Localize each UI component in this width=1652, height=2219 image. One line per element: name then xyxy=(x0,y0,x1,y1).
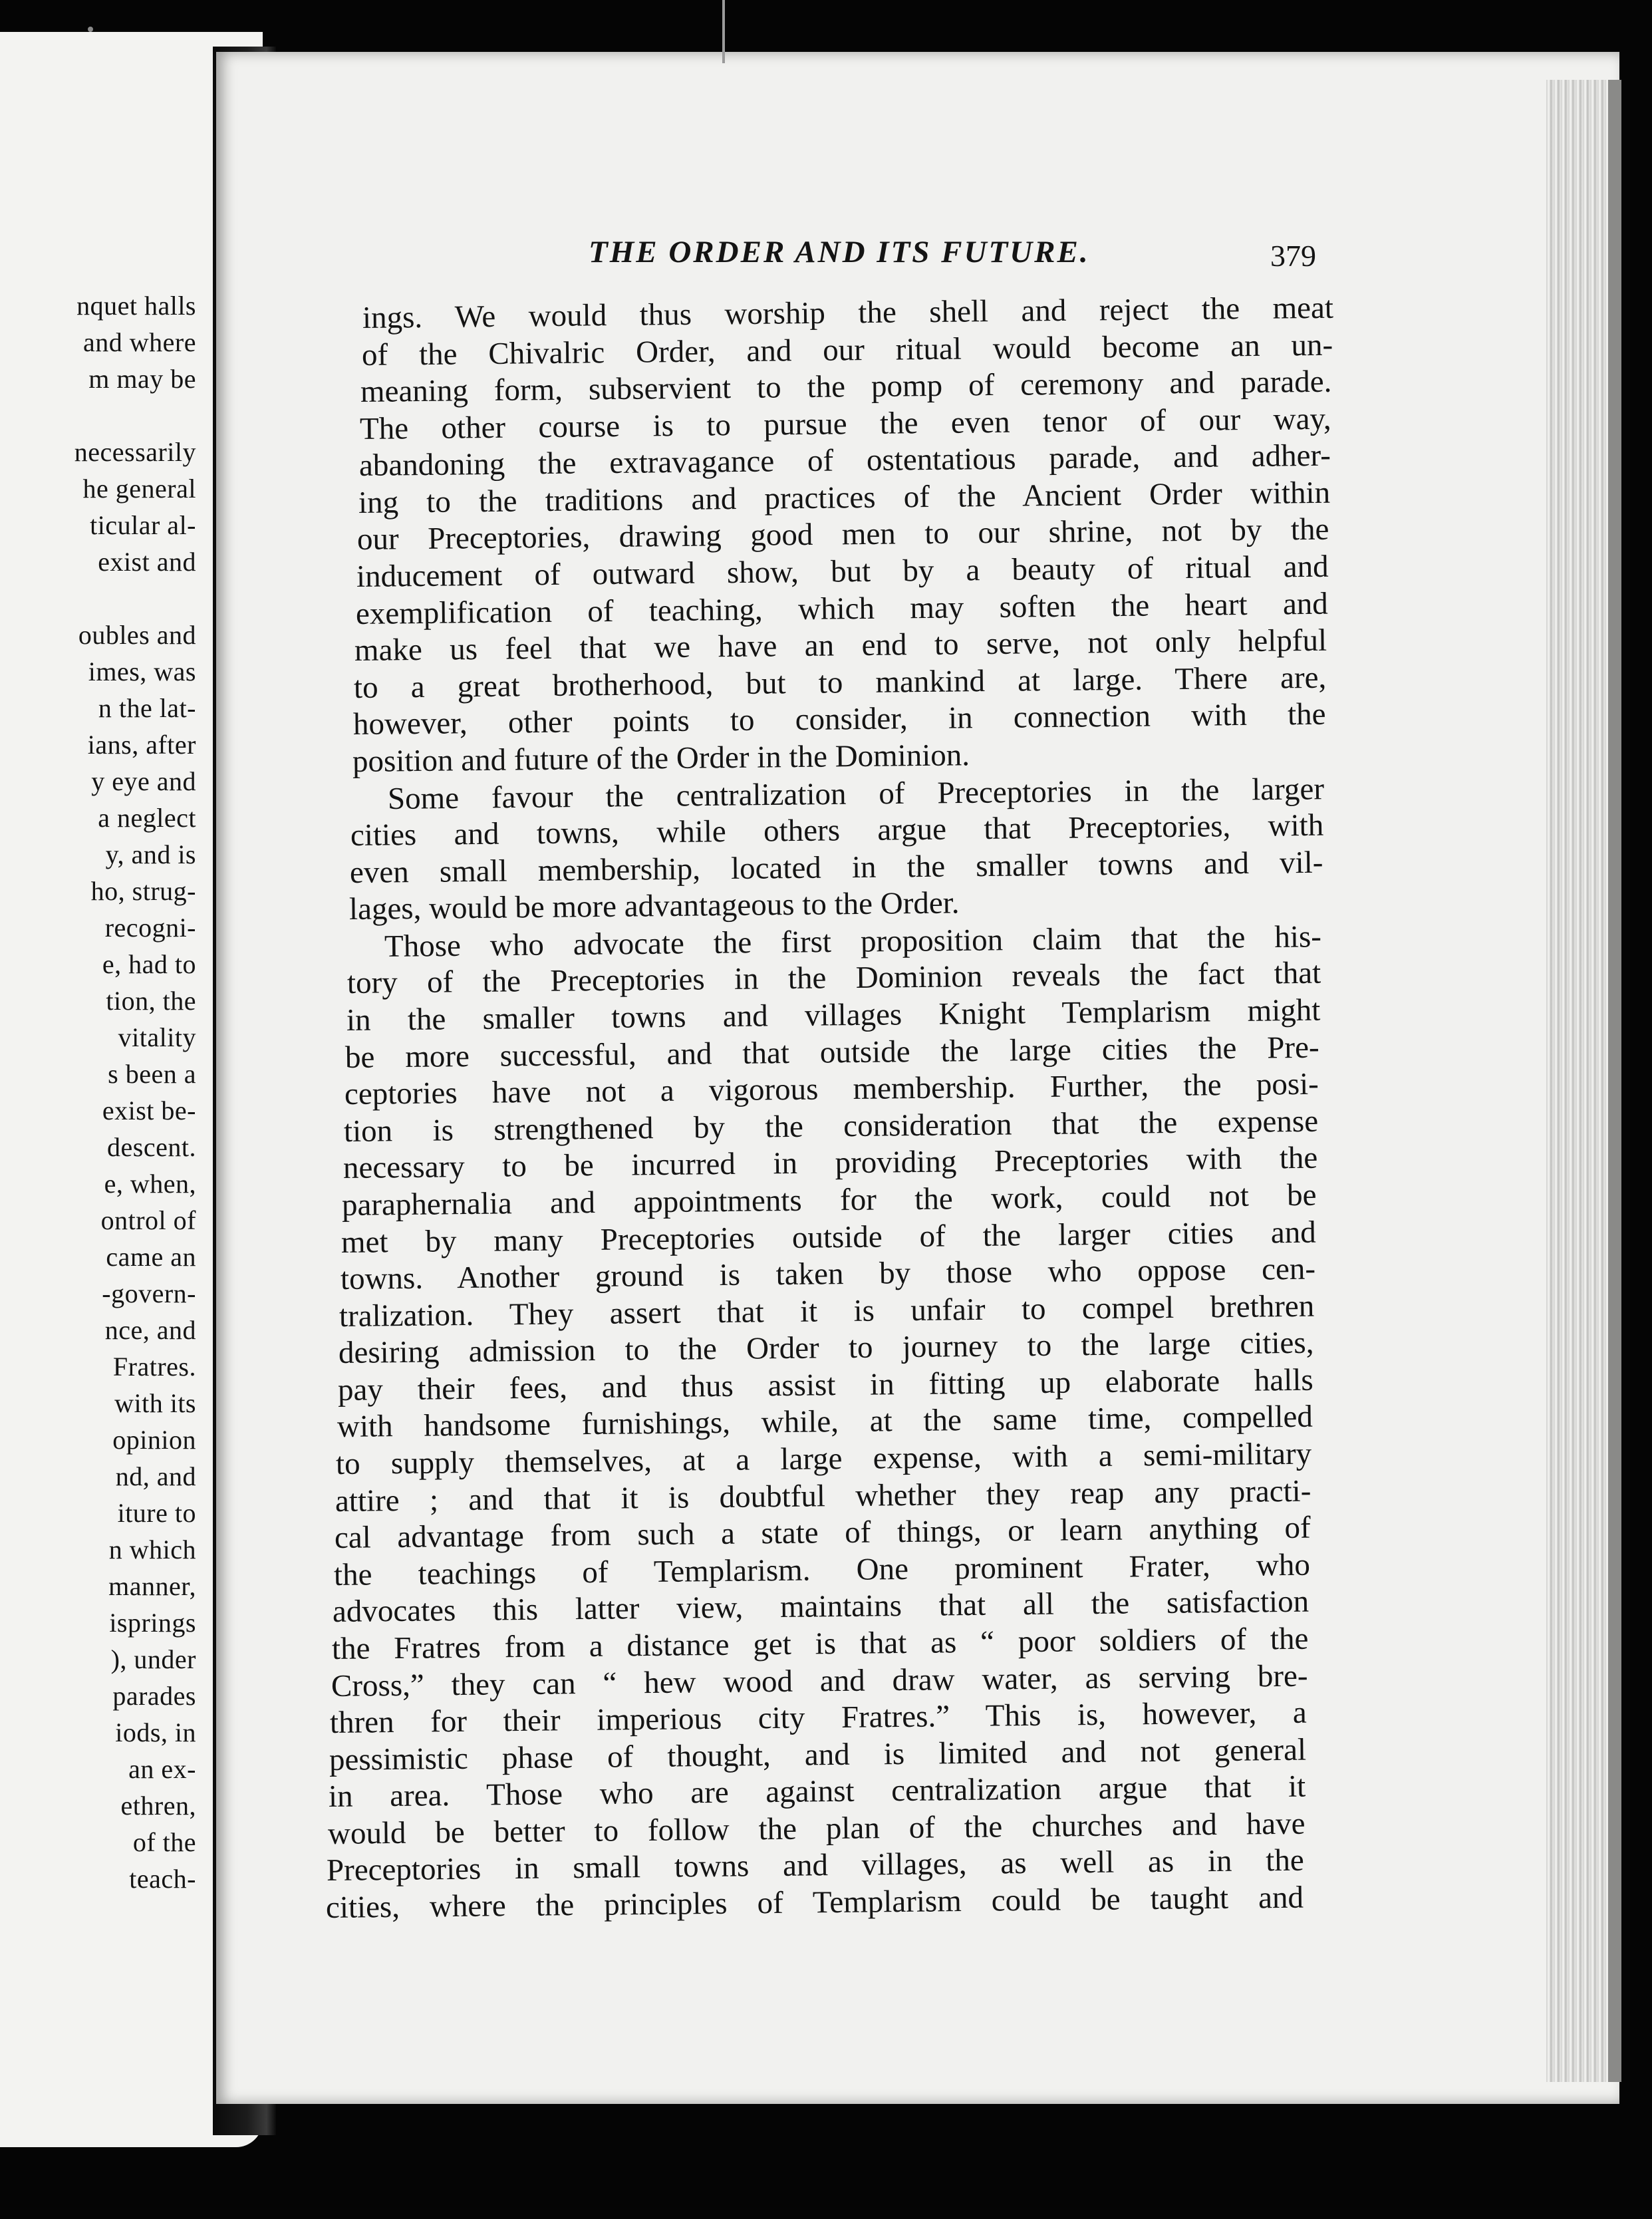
left-page-line: a neglect xyxy=(98,803,196,833)
text-line: our Preceptories, drawing good men to our shrine, not by the xyxy=(357,512,1329,557)
text-line: the Fratres from a distance get is that as “ poor soldiers of the xyxy=(331,1621,1309,1666)
left-page-line: came an xyxy=(106,1242,196,1272)
text-line: even small membership, located in the smaller towns and vil- xyxy=(349,845,1323,890)
text-line: the teachings of Templarism. One prominent Frater, who xyxy=(333,1547,1310,1592)
scan-speck xyxy=(88,27,93,32)
left-page-line: nquet halls xyxy=(76,291,196,321)
text-line: Cross,” they can “ hew wood and draw water, as serving bre- xyxy=(331,1658,1308,1703)
text-line: inducement of outward show, but by a beauty of ritual and xyxy=(356,549,1329,595)
left-page-line: he general xyxy=(82,474,196,504)
text-line: advocates this latter view, maintains that all the satisfaction xyxy=(332,1584,1309,1630)
text-line: tion is strengthened by the consideration that the expense xyxy=(343,1104,1319,1149)
left-page-line: -govern- xyxy=(102,1278,196,1308)
left-page-line: imes, was xyxy=(88,657,196,686)
text-line: necessary to be incurred in providing Preceptories with the xyxy=(343,1141,1318,1186)
left-page-line: m may be xyxy=(88,364,196,394)
text-line: ings. We would thus worship the shell and reject the meat xyxy=(362,290,1334,335)
left-page-line: Fratres. xyxy=(112,1352,196,1382)
text-line: Those who advocate the first proposition claim that the his- xyxy=(384,919,1322,964)
left-page-line: iods, in xyxy=(115,1717,196,1747)
left-page-line: ho, strug- xyxy=(90,876,196,906)
left-page-line: an ex- xyxy=(128,1754,196,1784)
text-line: cities and towns, while others argue that Preceptories, with xyxy=(350,808,1324,853)
text-line: cities, where the principles of Templarism could be taught and xyxy=(325,1880,1304,1925)
text-line: make us feel that we have an end to serve, not only helpful xyxy=(354,623,1327,668)
text-line: desiring admission to the Order to journey to the large cities, xyxy=(338,1325,1314,1371)
left-page-line: isprings xyxy=(109,1608,196,1638)
text-line: in the smaller towns and villages Knight Templarism might xyxy=(346,992,1321,1038)
text-line: pay their fees, and thus assist in fitting up elaborate halls xyxy=(337,1362,1313,1407)
text-line: tory of the Preceptories in the Dominion reveals the fact that xyxy=(346,956,1321,1001)
text-line: of the Chivalric Order, and our ritual would become an un- xyxy=(361,327,1333,372)
left-page-line: ticular al- xyxy=(90,510,196,540)
text-line: Preceptories in small towns and villages, as well as in the xyxy=(326,1843,1305,1888)
left-page-line: y, and is xyxy=(105,839,196,869)
left-page-line: exist be- xyxy=(102,1096,196,1125)
page-number: 379 xyxy=(1270,239,1316,273)
text-line: towns. Another ground is taken by those who oppose cen- xyxy=(340,1251,1315,1297)
left-page-line: parades xyxy=(112,1681,196,1711)
left-page-line: e, had to xyxy=(102,949,196,979)
left-page-line: exist and xyxy=(98,547,196,577)
text-line: Some favour the centralization of Preceptories in the larger xyxy=(388,771,1325,816)
left-page-line: manner, xyxy=(108,1571,196,1601)
text-line: ing to the traditions and practices of the Ancient Order within xyxy=(358,475,1330,520)
text-line: would be better to follow the plan of the churches and have xyxy=(327,1806,1306,1851)
left-page-line: with its xyxy=(114,1388,196,1418)
text-line: attire ; and that it is doubtful whether they reap any practi- xyxy=(335,1473,1311,1519)
text-line: paraphernalia and appointments for the work, could not be xyxy=(342,1177,1317,1223)
left-page-line: nd, and xyxy=(115,1461,196,1491)
left-page-line: opinion xyxy=(112,1425,196,1455)
text-line: exemplification of teaching, which may soften the heart and xyxy=(355,586,1328,631)
text-line: however, other points to consider, in connection with the xyxy=(352,697,1326,742)
text-line: met by many Preceptories outside of the larger cities and xyxy=(341,1215,1317,1260)
text-line: in area. Those who are against centralization argue that it xyxy=(328,1769,1306,1815)
left-page-line: s been a xyxy=(108,1059,196,1089)
left-page-line: ontrol of xyxy=(100,1205,196,1235)
text-line: The other course is to pursue the even tenor of our way, xyxy=(359,401,1332,446)
left-page-line: iture to xyxy=(117,1498,196,1528)
text-line: to a great brotherhood, but to mankind at large. There are, xyxy=(353,660,1327,705)
running-head: THE ORDER AND ITS FUTURE. xyxy=(589,235,1090,269)
text-line: abandoning the extravagance of ostentatious parade, and adher- xyxy=(358,438,1331,484)
left-page-line: y eye and xyxy=(91,766,196,796)
text-line: thren for their imperious city Fratres.” This is, however, a xyxy=(330,1695,1308,1741)
left-page-line: recogni- xyxy=(104,913,196,943)
binding-thread xyxy=(722,0,725,63)
text-line: pessimistic phase of thought, and is limited and not general xyxy=(329,1732,1307,1777)
left-page-line: oubles and xyxy=(78,620,196,650)
text-line: meaning form, subservient to the pomp of ceremony and parade. xyxy=(360,364,1333,410)
text-line: position and future of the Order in the Dominion. xyxy=(352,738,970,779)
text-line: to supply themselves, at a large expense, with a semi-military xyxy=(336,1436,1312,1482)
left-page-line: nce, and xyxy=(104,1315,196,1345)
left-page-line: e, when, xyxy=(104,1169,196,1199)
left-page-line: teach- xyxy=(129,1864,196,1894)
page-edge-shadow xyxy=(1608,80,1621,2082)
text-line: lages, would be more advantageous to the Order. xyxy=(348,885,960,927)
left-page-line: vitality xyxy=(118,1022,196,1052)
left-page-line: tion, the xyxy=(106,986,196,1016)
left-page-line: of the xyxy=(132,1827,196,1857)
left-page-line: n which xyxy=(108,1535,196,1564)
left-page-line: ians, after xyxy=(87,730,196,760)
left-page-line: necessarily xyxy=(74,437,196,467)
left-page-line: descent. xyxy=(107,1132,196,1162)
left-page-line: and where xyxy=(83,327,196,357)
text-line: tralization. They assert that it is unfair to compel brethren xyxy=(339,1288,1315,1334)
text-line: ceptories have not a vigorous membership. Further, the posi- xyxy=(344,1066,1319,1112)
text-line: with handsome furnishings, while, at the same time, compelled xyxy=(337,1400,1313,1445)
left-page-line: ), under xyxy=(110,1644,196,1674)
left-page-line: n the lat- xyxy=(98,693,196,723)
left-page-line: ethren, xyxy=(120,1791,196,1821)
text-line: be more successful, and that outside the large cities the Pre- xyxy=(345,1030,1320,1075)
page-edge xyxy=(1546,80,1609,2082)
text-line: cal advantage from such a state of things, or learn anything of xyxy=(334,1510,1311,1556)
